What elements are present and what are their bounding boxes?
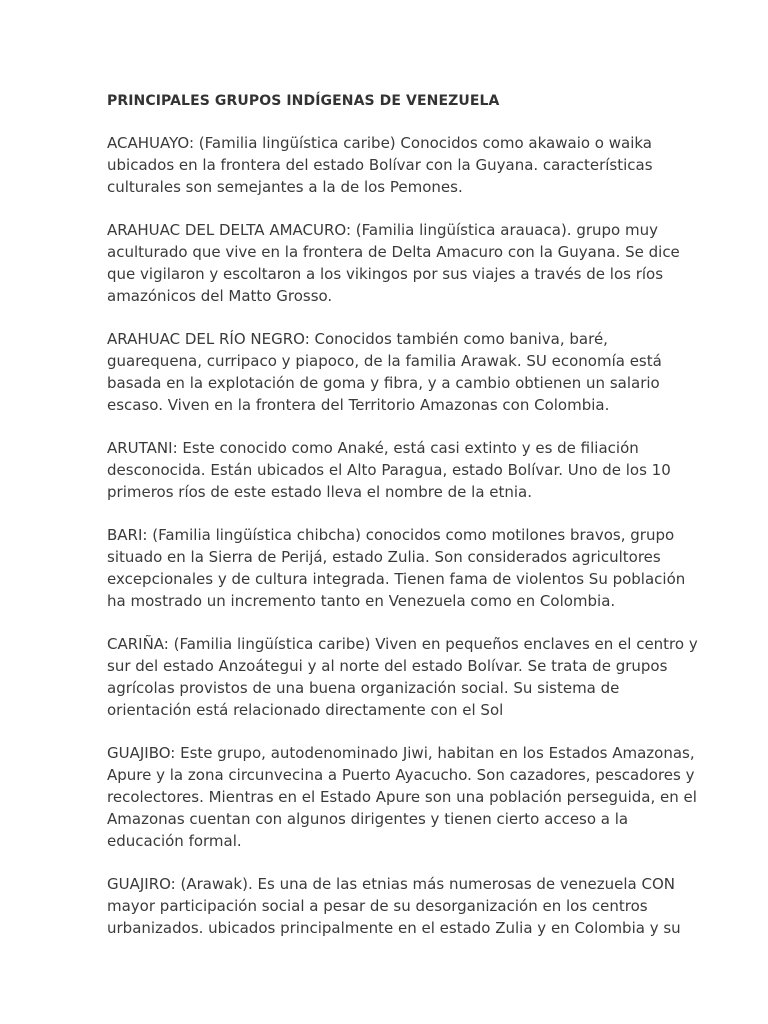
text-line: recolectores. Mientras en el Estado Apure son una población perseguida, en el bbox=[107, 788, 697, 806]
paragraph-arahuac-rio-negro bbox=[107, 328, 667, 416]
text-line: primeros ríos de este estado lleva el nombre de la etnia. bbox=[107, 483, 533, 501]
text-line: agrícolas provistos de una buena organización social. Su sistema de bbox=[107, 679, 620, 697]
text-line: culturales son semejantes a la de los Pemones. bbox=[107, 178, 463, 196]
text-line: excepcionales y de cultura integrada. Tienen fama de violentos Su población bbox=[107, 570, 686, 588]
text-line: orientación está relacionado directamente con el Sol bbox=[107, 701, 504, 719]
text-line: aculturado que vive en la frontera de Delta Amacuro con la Guyana. Se dice bbox=[107, 243, 680, 261]
paragraph-guajiro bbox=[107, 873, 681, 939]
text-line: ha mostrado un incremento tanto en Venezuela como en Colombia. bbox=[107, 592, 616, 610]
text-line: sur del estado Anzoátegui y al norte del estado Bolívar. Se trata de grupos bbox=[107, 657, 668, 675]
text-line: educación formal. bbox=[107, 832, 242, 850]
text-line: BARI: (Familia lingüística chibcha) conocidos como motilones bravos, grupo bbox=[107, 526, 675, 544]
paragraph-bari bbox=[107, 524, 686, 612]
text-line: escaso. Viven en la frontera del Territorio Amazonas con Colombia. bbox=[107, 396, 610, 414]
text-line: CARIÑA: (Familia lingüística caribe) Viven en pequeños enclaves en el centro y bbox=[107, 635, 698, 653]
text-line: amazónicos del Matto Grosso. bbox=[107, 287, 333, 305]
paragraph-arahuac-delta-amacuro bbox=[107, 219, 680, 307]
text-line: ARAHUAC DEL RÍO NEGRO: Conocidos también como baniva, baré, bbox=[107, 330, 608, 348]
paragraph-carina bbox=[107, 633, 698, 721]
text-line: ACAHUAYO: (Familia lingüística caribe) Conocidos como akawaio o waika bbox=[107, 134, 652, 152]
text-line: ubicados en la frontera del estado Bolívar con la Guyana. características bbox=[107, 156, 653, 174]
text-line: situado en la Sierra de Perijá, estado Zulia. Son considerados agricultores bbox=[107, 548, 661, 566]
text-line: guarequena, curripaco y piapoco, de la familia Arawak. SU economía está bbox=[107, 352, 662, 370]
text-line: mayor participación social a pesar de su desorganización en los centros bbox=[107, 897, 648, 915]
document-body bbox=[107, 90, 698, 960]
text-line: urbanizados. ubicados principalmente en el estado Zulia y en Colombia y su bbox=[107, 919, 681, 937]
text-line: desconocida. Están ubicados el Alto Paragua, estado Bolívar. Uno de los 10 bbox=[107, 461, 671, 479]
text-line: Amazonas cuentan con algunos dirigentes y tienen cierto acceso a la bbox=[107, 810, 629, 828]
text-line: ARAHUAC DEL DELTA AMACURO: (Familia lingüística arauaca). grupo muy bbox=[107, 221, 658, 239]
text-line: basada en la explotación de goma y fibra, y a cambio obtienen un salario bbox=[107, 374, 660, 392]
document-title: PRINCIPALES GRUPOS INDÍGENAS DE VENEZUELA bbox=[107, 93, 500, 109]
text-line: GUAJIBO: Este grupo, autodenominado Jiwi, habitan en los Estados Amazonas, bbox=[107, 744, 695, 762]
text-line: GUAJIRO: (Arawak). Es una de las etnias más numerosas de venezuela CON bbox=[107, 875, 676, 893]
text-line: ARUTANI: Este conocido como Anaké, está casi extinto y es de filiación bbox=[107, 439, 639, 457]
text-line: que vigilaron y escoltaron a los vikingos por sus viajes a través de los ríos bbox=[107, 265, 664, 283]
paragraph-acahuayo bbox=[107, 132, 667, 198]
paragraph-arutani bbox=[107, 437, 671, 503]
paragraph-guajibo bbox=[107, 742, 697, 852]
text-line: Apure y la zona circunvecina a Puerto Ayacucho. Son cazadores, pescadores y bbox=[107, 766, 695, 784]
